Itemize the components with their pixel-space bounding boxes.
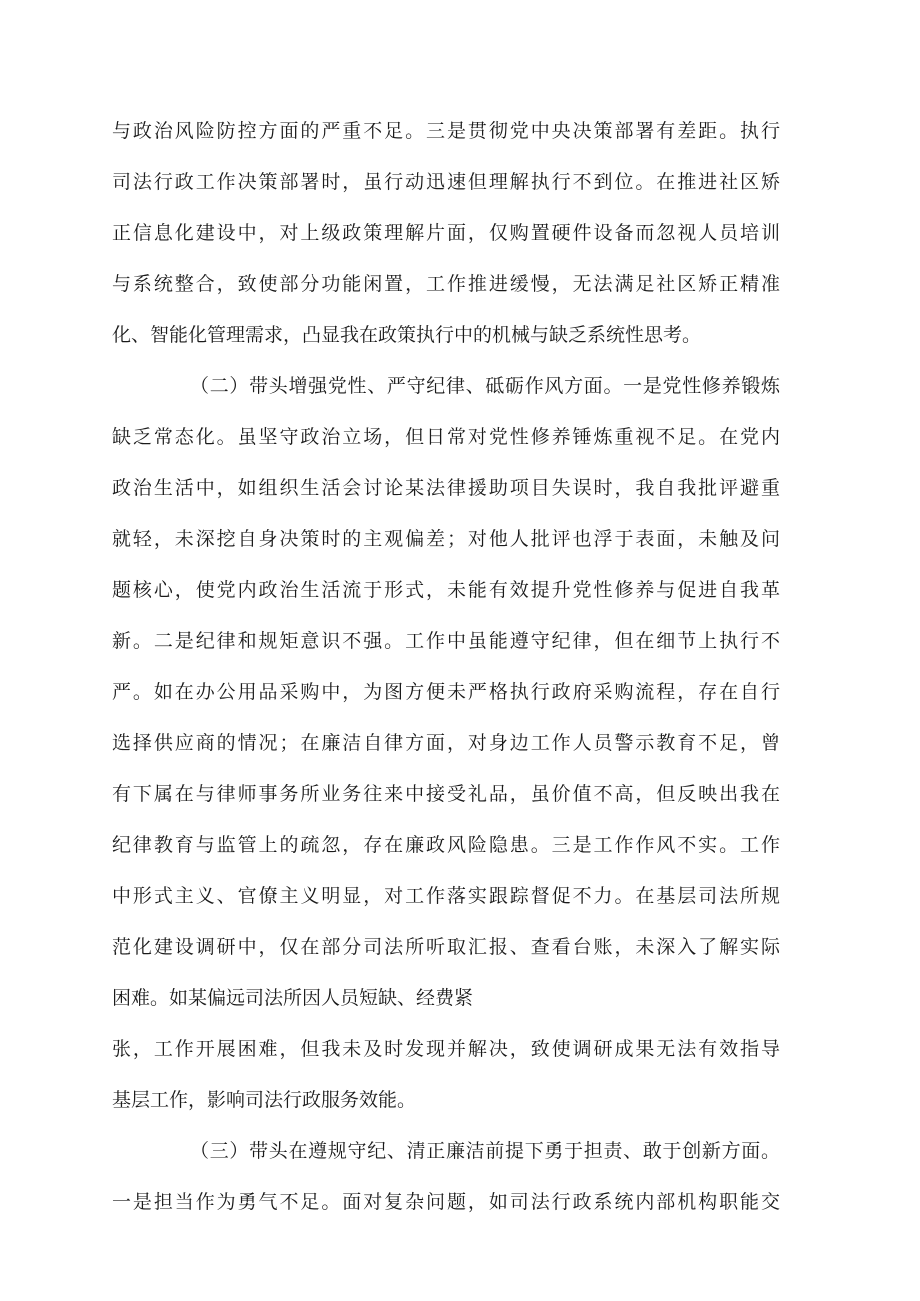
text-line: 选择供应商的情况；在廉洁自律方面，对身边工作人员警示教育不足，曾 — [112, 732, 780, 754]
text-line: 司法行政工作决策部署时，虽行动迅速但理解执行不到位。在推进社区矫 — [112, 171, 780, 193]
text-line: 严。如在办公用品采购中，为图方便未严格执行政府采购流程，存在自行 — [112, 681, 780, 703]
text-line: 范化建设调研中，仅在部分司法所听取汇报、查看台账，未深入了解实际 — [112, 936, 780, 958]
text-line: 基层工作，影响司法行政服务效能。 — [112, 1089, 417, 1111]
text-line: 困难。如某偏远司法所因人员短缺、经费紧 — [112, 987, 474, 1009]
text-line: 题核心，使党内政治生活流于形式，未能有效提升党性修养与促进自我革 — [112, 579, 780, 601]
text-line: 中形式主义、官僚主义明显，对工作落实跟踪督促不力。在基层司法所规 — [112, 885, 780, 907]
text-line: 化、智能化管理需求，凸显我在政策执行中的机械与缺乏系统性思考。 — [112, 324, 702, 346]
text-line: 有下属在与律师事务所业务往来中接受礼品，虽价值不高，但反映出我在 — [112, 783, 780, 805]
text-line: 新。二是纪律和规矩意识不强。工作中虽能遵守纪律，但在细节上执行不 — [112, 630, 780, 652]
text-line: 与系统整合，致使部分功能闲置，工作推进缓慢，无法满足社区矫正精准 — [112, 273, 780, 295]
text-line: 张，工作开展困难，但我未及时发现并解决，致使调研成果无法有效指导 — [112, 1038, 780, 1060]
text-line: 就轻，未深挖自身决策时的主观偏差；对他人批评也浮于表面，未触及问 — [112, 528, 780, 550]
text-line: 与政治风险防控方面的严重不足。三是贯彻党中央决策部署有差距。执行 — [112, 120, 780, 142]
text-line: 一是担当作为勇气不足。面对复杂问题，如司法行政系统内部机构职能交 — [112, 1191, 780, 1213]
text-line: 缺乏常态化。虽坚守政治立场，但日常对党性修养锤炼重视不足。在党内 — [112, 426, 780, 448]
section-heading-line: （二）带头增强党性、严守纪律、砥砺作风方面。一是党性修养锻炼 — [190, 375, 780, 397]
text-line: 政治生活中，如组织生活会讨论某法律援助项目失误时，我自我批评避重 — [112, 477, 780, 499]
text-line: 正信息化建设中，对上级政策理解片面，仅购置硬件设备而忽视人员培训 — [112, 222, 780, 244]
section-heading-line: （三）带头在遵规守纪、清正廉洁前提下勇于担责、敢于创新方面。 — [190, 1140, 780, 1162]
text-line: 纪律教育与监管上的疏忽，存在廉政风险隐患。三是工作作风不实。工作 — [112, 834, 780, 856]
